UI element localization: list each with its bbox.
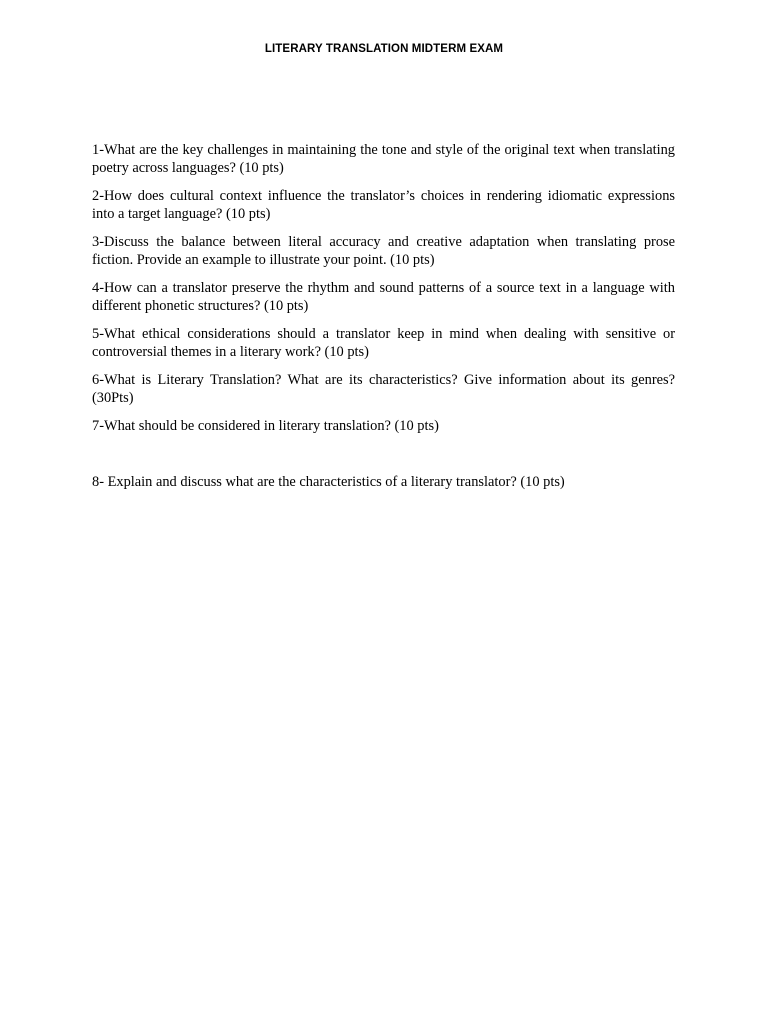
question-6: 6-What is Literary Translation? What are its characteristics? Give information about its genres? (30Pts) [92, 372, 675, 406]
question-1: 1-What are the key challenges in maintaining the tone and style of the original text when translating poetry across languages? (10 pts) [92, 142, 675, 176]
question-8: 8- Explain and discuss what are the characteristics of a literary translator? (10 pts) [92, 474, 565, 490]
question-4: 4-How can a translator preserve the rhythm and sound patterns of a source text in a language with different phonetic structures? (10 pts) [92, 280, 675, 314]
question-2: 2-How does cultural context influence the translator’s choices in rendering idiomatic expressions into a target language? (10 pts) [92, 188, 675, 222]
page-title: LITERARY TRANSLATION MIDTERM EXAM [264, 43, 504, 55]
question-7: 7-What should be considered in literary translation? (10 pts) [92, 418, 439, 434]
question-5: 5-What ethical considerations should a translator keep in mind when dealing with sensitive or controversial themes in a literary work? (10 pts) [92, 326, 675, 360]
question-list [92, 141, 675, 501]
question-3: 3-Discuss the balance between literal accuracy and creative adaptation when translating prose fiction. Provide an example to illustrate your point. (10 pts) [92, 234, 675, 268]
